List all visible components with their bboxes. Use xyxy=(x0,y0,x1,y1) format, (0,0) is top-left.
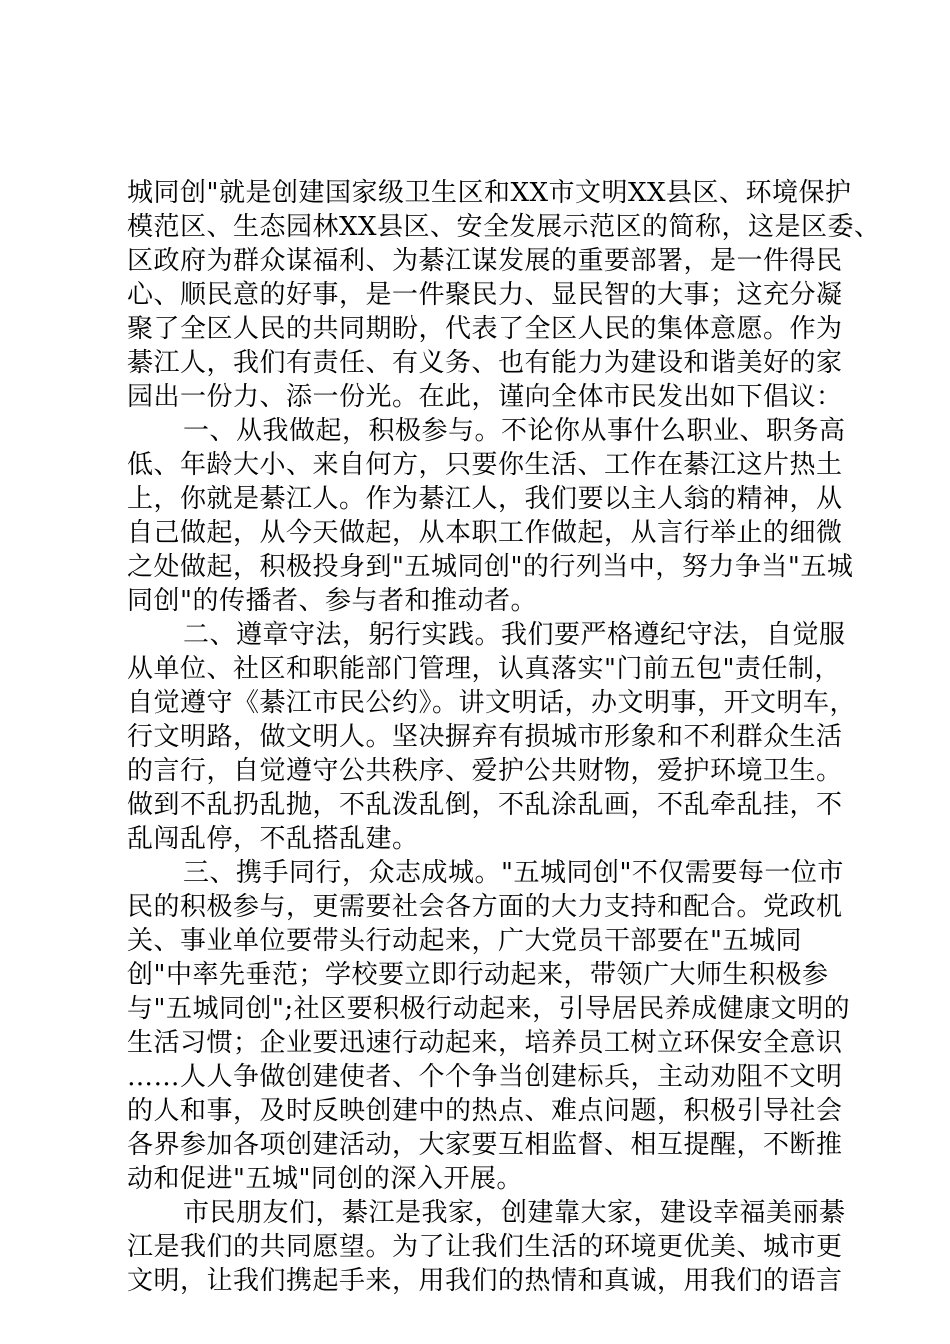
text-line: 江是我们的共同愿望。为了让我们生活的环境更优美、城市更 xyxy=(127,1232,843,1262)
text-line: 城同创"就是创建国家级卫生区和XX市文明XX县区、环境保护 xyxy=(127,178,852,208)
text-line: 綦江人，我们有责任、有义务、也有能力为建设和谐美好的家 xyxy=(127,348,843,378)
text-line: 园出一份力、添一份光。在此，谨向全体市民发出如下倡议： xyxy=(127,382,843,412)
text-line: 低、年龄大小、来自何方，只要你生活、工作在綦江这片热土 xyxy=(127,450,843,480)
text-line: 自觉遵守《綦江市民公约》。讲文明话，办文明事，开文明车， xyxy=(127,688,857,718)
text-line: ……人人争做创建使者、个个争当创建标兵，主动劝阻不文明 xyxy=(127,1062,843,1092)
text-line: 上，你就是綦江人。作为綦江人，我们要以主人翁的精神，从 xyxy=(127,484,843,514)
text-line: 之处做起，积极投身到"五城同创"的行列当中，努力争当"五城 xyxy=(127,552,854,582)
text-line: 聚了全区人民的共同期盼，代表了全区人民的集体意愿。作为 xyxy=(127,314,843,344)
paragraph-first-line: 一、从我做起，积极参与。不论你从事什么职业、职务高 xyxy=(183,416,846,446)
text-line: 的言行，自觉遵守公共秩序、爱护公共财物，爱护环境卫生。 xyxy=(127,756,843,786)
text-line: 文明，让我们携起手来，用我们的热情和真诚，用我们的语言 xyxy=(127,1266,843,1296)
paragraph-first-line: 三、携手同行，众志成城。"五城同创"不仅需要每一位市 xyxy=(183,858,844,888)
text-line: 与"五城同创";社区要积极行动起来，引导居民养成健康文明的 xyxy=(127,994,851,1024)
text-line: 行文明路，做文明人。坚决摒弃有损城市形象和不利群众生活 xyxy=(127,722,843,752)
text-line: 区政府为群众谋福利、为綦江谋发展的重要部署，是一件得民 xyxy=(127,246,843,276)
text-line: 关、事业单位要带头行动起来，广大党员干部要在"五城同 xyxy=(127,926,802,956)
text-line: 从单位、社区和职能部门管理，认真落实"门前五包"责任制， xyxy=(127,654,841,684)
paragraph-first-line: 市民朋友们，綦江是我家，创建靠大家，建设幸福美丽綦 xyxy=(183,1198,846,1228)
text-line: 同创"的传播者、参与者和推动者。 xyxy=(127,586,537,616)
text-line: 的人和事，及时反映创建中的热点、难点问题，积极引导社会 xyxy=(127,1096,843,1126)
text-line: 自己做起，从今天做起，从本职工作做起，从言行举止的细微 xyxy=(127,518,843,548)
text-line: 动和促进"五城"同创的深入开展。 xyxy=(127,1164,523,1194)
text-line: 各界参加各项创建活动，大家要互相监督、相互提醒，不断推 xyxy=(127,1130,843,1160)
text-line: 创"中率先垂范；学校要立即行动起来，带领广大师生积极参 xyxy=(127,960,829,990)
document-body xyxy=(127,176,881,1298)
text-line: 做到不乱扔乱抛，不乱泼乱倒，不乱涂乱画，不乱牵乱挂，不 xyxy=(127,790,843,820)
text-line: 乱闯乱停，不乱搭乱建。 xyxy=(127,824,419,854)
text-line: 模范区、生态园林XX县区、安全发展示范区的简称，这是区委、 xyxy=(127,212,881,242)
text-line: 民的积极参与，更需要社会各方面的大力支持和配合。党政机 xyxy=(127,892,843,922)
paragraph-first-line: 二、遵章守法，躬行实践。我们要严格遵纪守法，自觉服 xyxy=(183,620,846,650)
text-line: 生活习惯；企业要迅速行动起来，培养员工树立环保安全意识 xyxy=(127,1028,843,1058)
text-line: 心、顺民意的好事，是一件聚民力、显民智的大事；这充分凝 xyxy=(127,280,843,310)
